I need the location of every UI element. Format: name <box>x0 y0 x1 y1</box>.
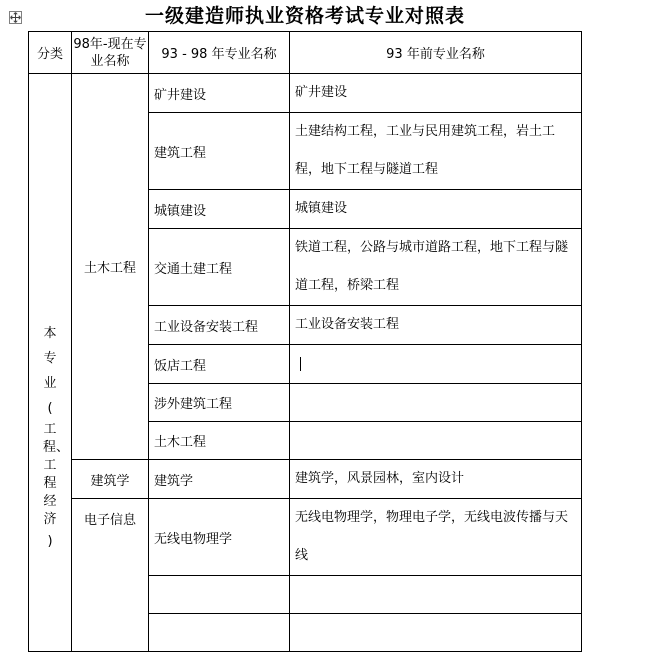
old-major-cell: 铁道工程，公路与城市道路工程，地下工程与隧道工程，桥梁工程 <box>290 229 582 306</box>
category-cell <box>29 74 72 652</box>
mid-major-cell: 矿井建设 <box>149 74 290 113</box>
old-major-cell <box>290 576 582 614</box>
mid-major-cell <box>149 614 290 652</box>
category-char: 业 <box>43 376 57 391</box>
mid-major-cell: 交通土建工程 <box>149 229 290 306</box>
old-major-cell <box>290 422 582 460</box>
mid-major-cell: 建筑工程 <box>149 113 290 190</box>
old-major-cell: 无线电物理学，物理电子学，无线电波传播与天线 <box>290 499 582 576</box>
header-current-major: 98年-现在专业名称 <box>72 32 149 74</box>
table-header-row <box>29 32 582 74</box>
mid-major-cell <box>149 576 290 614</box>
group-architecture: 建筑学 <box>72 460 149 499</box>
header-mid-major: 93 - 98 年专业名称 <box>149 32 290 74</box>
mid-major-cell: 工业设备安装工程 <box>149 306 290 345</box>
table-row <box>29 499 582 576</box>
table-row <box>29 74 582 113</box>
header-category: 分类 <box>29 32 72 74</box>
text-cursor <box>300 357 301 371</box>
mid-major-cell: 无线电物理学 <box>149 499 290 576</box>
category-subtext: 工程、工程经济 <box>43 422 70 527</box>
old-major-cell-editing[interactable] <box>290 345 582 384</box>
group-civil-engineering: 土木工程 <box>72 74 149 460</box>
old-major-cell: 土建结构工程，工业与民用建筑工程，岩土工程，地下工程与隧道工程 <box>290 113 582 190</box>
document-title: 一级建造师执业资格考试专业对照表 <box>144 5 465 27</box>
old-major-cell: 矿井建设 <box>290 74 582 113</box>
old-major-cell: 建筑学，风景园林，室内设计 <box>290 460 582 499</box>
category-paren: ( <box>47 401 53 416</box>
old-major-cell: 工业设备安装工程 <box>290 306 582 345</box>
major-comparison-table <box>28 31 582 652</box>
mid-major-cell: 涉外建筑工程 <box>149 384 290 422</box>
mid-major-cell: 城镇建设 <box>149 190 290 229</box>
mid-major-cell: 建筑学 <box>149 460 290 499</box>
old-major-cell: 城镇建设 <box>290 190 582 229</box>
mid-major-cell: 饭店工程 <box>149 345 290 384</box>
old-major-cell <box>290 384 582 422</box>
table-row <box>29 460 582 499</box>
group-electronic-information: 电子信息 <box>72 499 149 652</box>
category-char: 本 <box>43 326 57 341</box>
header-old-major: 93 年前专业名称 <box>290 32 582 74</box>
mid-major-cell: 土木工程 <box>149 422 290 460</box>
old-major-cell <box>290 614 582 652</box>
category-paren: ) <box>47 534 53 549</box>
category-char: 专 <box>43 351 57 366</box>
table-move-handle-icon[interactable] <box>9 11 22 24</box>
